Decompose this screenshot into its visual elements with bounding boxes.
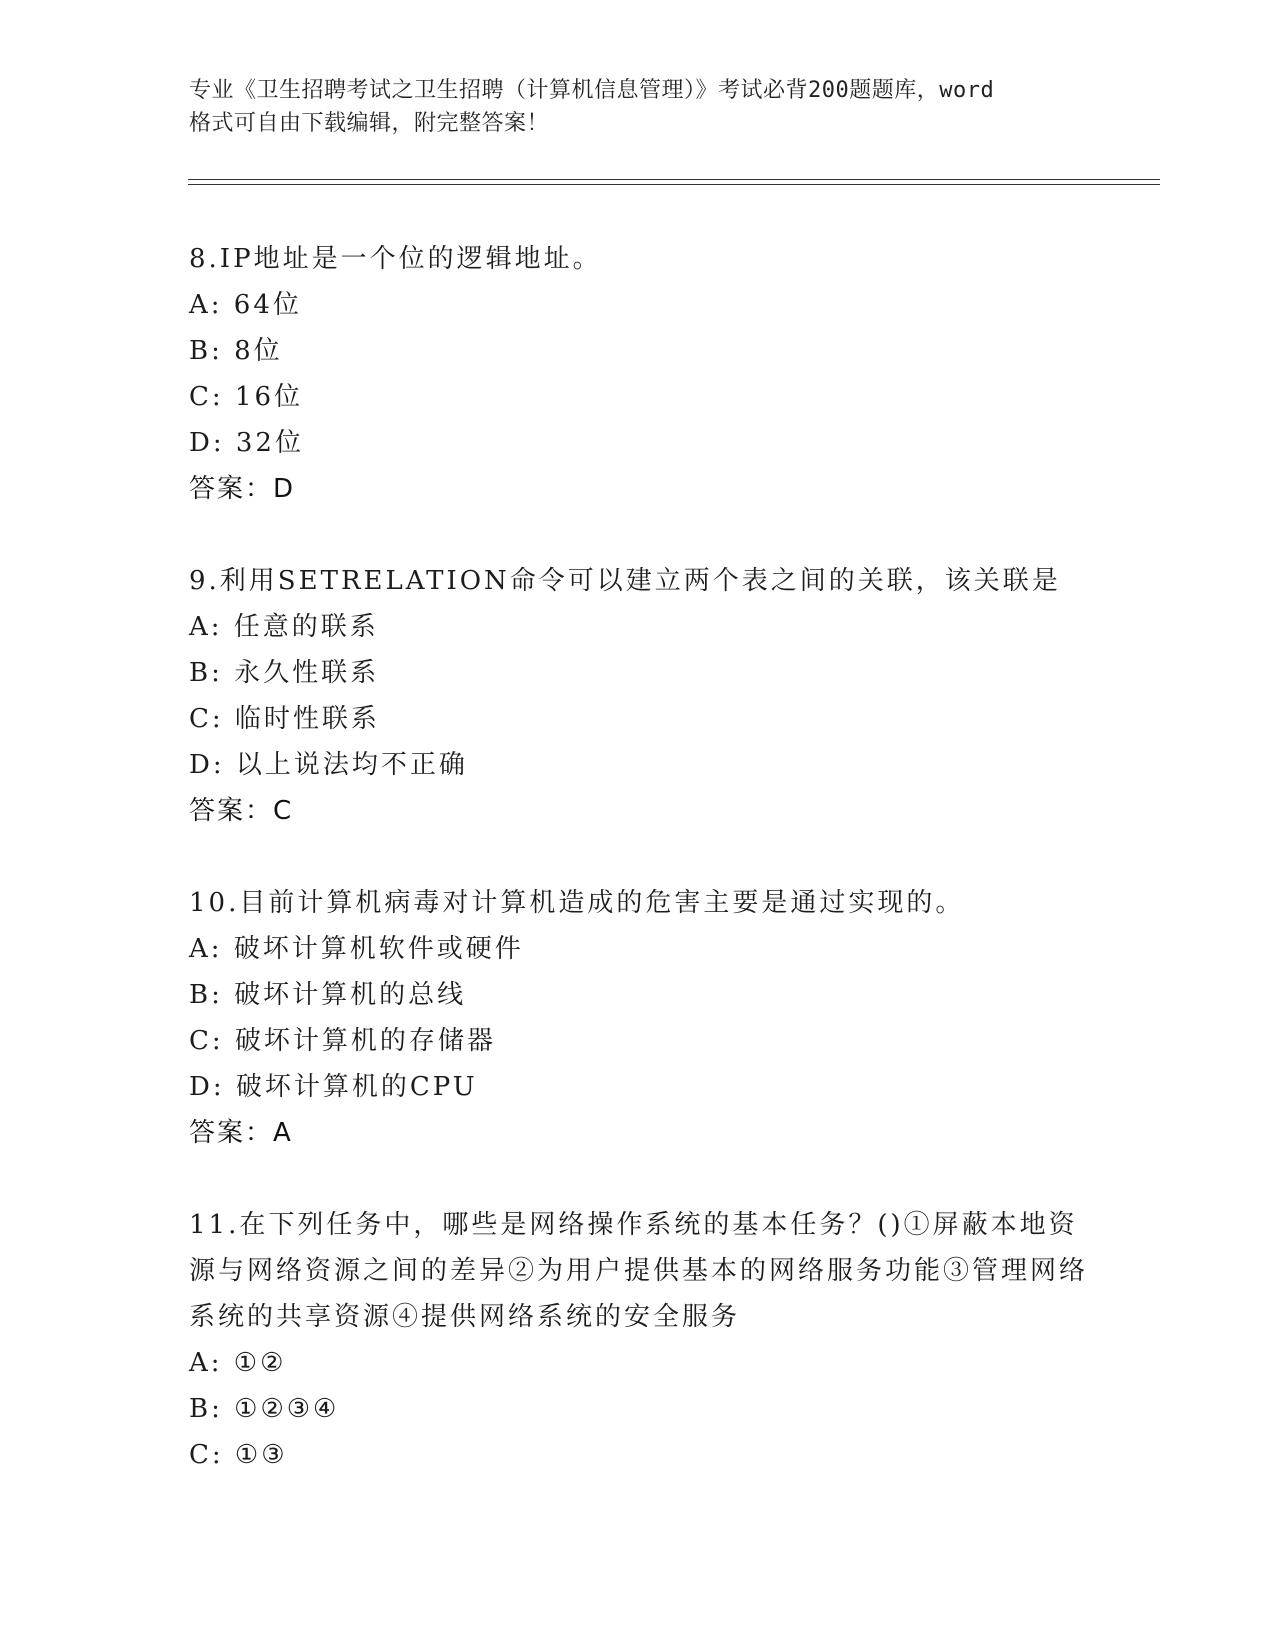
option-d: D: 破坏计算机的CPU xyxy=(189,1072,478,1102)
option-b: B: 破坏计算机的总线 xyxy=(189,980,467,1010)
question-text: 11.在下列任务中，哪些是网络操作系统的基本任务？()①屏蔽本地资源与网络资源之间的差异②为用户提供基本的网络服务功能③管理网络系统的共享资源④提供网络系统的安全服务 xyxy=(189,1210,1089,1332)
option-a: A: 破坏计算机软件或硬件 xyxy=(189,934,524,964)
document-header xyxy=(189,74,1089,140)
option-b: B: 永久性联系 xyxy=(189,658,380,688)
option-d: D: 32位 xyxy=(189,428,304,458)
option-c: C: 临时性联系 xyxy=(189,704,380,734)
option-a: A: 任意的联系 xyxy=(189,612,379,642)
answer-text: 答案：A xyxy=(189,1118,293,1148)
question-text: 10.目前计算机病毒对计算机造成的危害主要是通过实现的。 xyxy=(189,888,965,918)
header-line-2: 格式可自由下载编辑，附完整答案！ xyxy=(189,111,550,136)
question-text: 9.利用SETRELATION命令可以建立两个表之间的关联，该关联是 xyxy=(189,566,1061,596)
option-c: C: 16位 xyxy=(189,382,304,412)
option-c: C: ①③ xyxy=(189,1440,288,1470)
answer-text: 答案：D xyxy=(189,474,296,504)
header-divider-top xyxy=(188,179,1160,180)
answer-text: 答案：C xyxy=(189,796,294,826)
option-c: C: 破坏计算机的存储器 xyxy=(189,1026,496,1056)
option-a: A: ①② xyxy=(189,1348,287,1378)
question-block xyxy=(189,1202,1089,1478)
question-text: 8.IP地址是一个位的逻辑地址。 xyxy=(189,244,602,274)
question-block xyxy=(189,880,1089,1156)
question-list xyxy=(189,236,1089,1524)
option-a: A: 64位 xyxy=(189,290,302,320)
question-block xyxy=(189,236,1089,512)
question-block xyxy=(189,558,1089,834)
option-b: B: ①②③④ xyxy=(189,1394,340,1424)
option-d: D: 以上说法均不正确 xyxy=(189,750,468,780)
option-b: B: 8位 xyxy=(189,336,283,366)
header-divider-bottom xyxy=(188,184,1160,185)
header-line-1: 专业《卫生招聘考试之卫生招聘（计算机信息管理）》考试必背200题题库，word xyxy=(189,78,995,103)
